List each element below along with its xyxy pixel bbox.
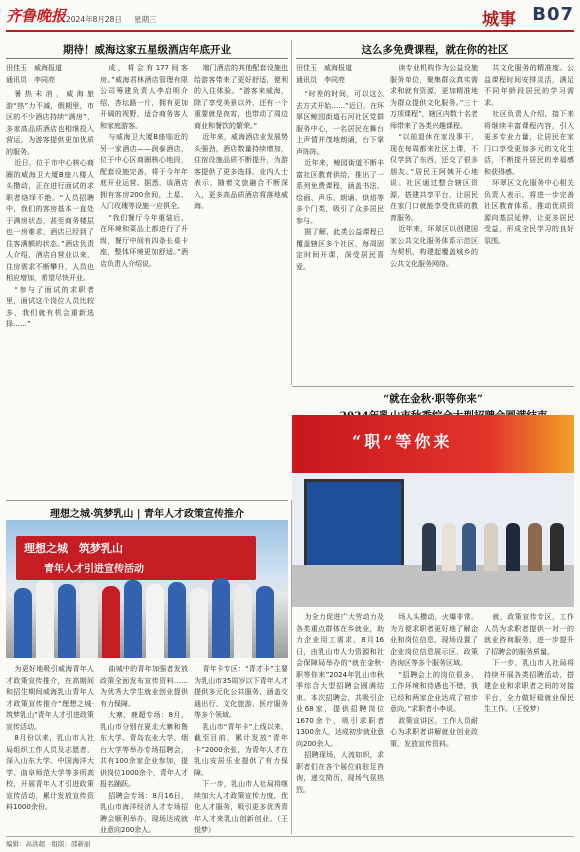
job-fair-photo [292, 415, 574, 607]
article1-paragraph: 近日，位于市中心核心商圈的威海卫大厦B座八楼人头攒动，正在进行面试的求职者络绎不绝。“人员招聘中，我们的客房基本一直处于满房状态，甚至商务楼层也一房难求，酒店已经到了住客满额的状态。”酒店负责人介绍，酒店自营业以来，住房需求不断攀升，人员也相应增加，希望尽快开业。 [6, 159, 94, 282]
page-number: B07 [532, 4, 574, 25]
display-screen [304, 479, 404, 571]
article1-paragraph: 端门酒店的其他配套设施也给游客带来了更好舒适，便利的入住体验。“游客来威海，除了享受美景以外，还有一个重要就是夜宵，也带动了周边商业和餐饮的繁荣。” [194, 64, 288, 130]
article2-paragraph: 读专业机构作为公益设施服务单位，聚集群众真实需求和就有资源，更加精准地为群众提供文化服务。”三十万项课程”，辖区内数十名老师带来了各类兴趣课程。 [390, 64, 478, 130]
talent-promo-photo [6, 520, 288, 658]
visitor-figure [506, 523, 520, 571]
article3-paragraph: 青年卡专区：“青才卡”主要为乳山市35周岁以下青年人才提供多元化公共服务，涵盖交通出行、文化旅游、医疗服务等多个领域。 [194, 665, 288, 719]
article3-paragraph: 大寨，鹿超专场：8月，乳山市分别在夏北大寨和鲁东大学、青岛农业大学、烟台大学等举办专场招聘会，共有100余家企业参加，提供岗位1000余个，青年人才报名踊跃。 [100, 711, 188, 788]
article2-col2 [390, 63, 478, 381]
article3-paragraph: 乳山市“青年卡”上线以来，截至目前，累计发放“青年卡”2000余张，为青年人才在乳山安居乐业提供了有力保障。 [194, 722, 288, 777]
footer-rule [6, 836, 574, 837]
article4-headline-line1: “就在金秋·职等你来” [383, 393, 483, 405]
article3-paragraph: 曲城中的青年加强者发放政策全面发布宣传资料……为优秀大学生就业创业提供有力保障。 [100, 665, 188, 708]
article1-byline-line1: 田佳玉 威海报道 [6, 64, 62, 72]
volunteer-figure [212, 578, 230, 658]
article2-paragraph: “以前退休在家没事干，现在每周都来社区上课，不仅学到了东西，还交了很多朋友。”居民王阿姨开心地说。社区通过整合辖区资源，搭建共享平台，让居民在家门口就能享受优质的教育服务。 [390, 133, 478, 222]
article1-paragraph: 成，将会有177间客房。”威海君林酒店管理有限公司筹建负责人李启明介绍，杏坛路一片，拥有更加开阔的视野，适合商务客人和家庭游客。 [100, 64, 188, 130]
editor-credits: 编辑：高洪超 组版：邵新丽 [6, 840, 91, 848]
article1-col3 [194, 63, 288, 495]
article1-byline [6, 63, 94, 86]
job-fair-banner-text: “职”等你来 [352, 432, 453, 451]
article3-col3 [194, 664, 288, 834]
article2-col3 [484, 63, 574, 381]
article2-paragraph: “时差的时间，可以这么去方式开始……”近日，在环翠区鲸园街道石河社区党群服务中心，一名居民在舞台上声情并茂地朗诵，台下掌声阵阵。 [296, 90, 384, 156]
article1-headline: 期待！威海这家五星级酒店年底开业 [63, 44, 231, 56]
article1-headline-rule [6, 58, 288, 59]
article1-col2 [100, 63, 188, 495]
visitor-figure [442, 523, 456, 571]
volunteer-figure [80, 582, 98, 658]
article2-byline-line2: 通讯员 李同亮 [296, 75, 345, 84]
article3-paragraph: 8月份以来，乳山市人社局组织工作人员及志愿者，深入山东大学、中国海洋大学、曲阜师范大学等多所高校，开展青年人才引进政策宣传活动，累计发放宣传资料1000余份。 [6, 734, 94, 811]
article3-col1 [6, 664, 94, 834]
article2-paragraph: 近年来，环翠区以创建国家公共文化服务体系示范区为契机，构建起覆盖城乡的公共文化服务网络。 [390, 225, 478, 268]
article2-paragraph: 社区负责人介绍，接下来将继续丰富课程内容，引入更多专业力量，让居民在家门口享受更加多元的文化生活，不断提升居民的幸福感和获得感。 [484, 110, 574, 176]
article4-paragraph: 招聘现场，人流如织，求职者们在各个展位前驻足咨询，递交简历，现场气氛热烈。 [296, 751, 384, 794]
article1-paragraph: “我们餐厅今年重装后，在环境和菜品上都进行了升级，餐厅中间有四条长桌卡座，整体环境更加舒适。”酒店负责人介绍说。 [100, 213, 188, 268]
article4-paragraph: 为全力促进广大劳动力及各类重点群体在乡就业，助力企业用工需求，8月16日，由乳山市人力资源和社会保障局举办的“就在金秋·职等你来”2024年乳山市秋季综合大型招聘会圆满结束。本次招聘会，共吸引企业68家，提供招聘岗位1670余个，吸引求职者1300余人，达成初步就业意向200余人。 [296, 613, 384, 748]
article2-headline-rule [296, 58, 574, 59]
article2-byline [296, 63, 384, 86]
article4-paragraph: 政策宣讲区，工作人员耐心为求职者讲解就业创业政策，发放宣传资料。 [390, 716, 478, 748]
article2-paragraph: 共文化服务的精准度。公益课程时间安排灵活，满足不同年龄段居民的学习需求。 [484, 64, 574, 107]
issue-date: 2024年8月28日 [66, 15, 122, 24]
volunteer-figure [14, 588, 32, 658]
issue-weekday: 星期三 [134, 15, 157, 24]
volunteer-figure [146, 584, 164, 658]
article4-paragraph: 就，政策宣传专区，工作人员为求职者提供一对一的就业咨询服务，进一步提升了招聘会的服务质量。 [484, 613, 574, 656]
article1-paragraph: 暑热未消，威海旅游“热”力不减，假期里，市区的不少酒店持续“满房”，多家高品质酒店也相继投入营运，为游客提供更加优质的服务。 [6, 90, 94, 156]
section-divider [6, 500, 288, 501]
article2-byline-line1: 田佳玉 威海报道 [296, 64, 352, 72]
volunteer-figure [234, 584, 252, 658]
article2-paragraph: 据了解，此类公益课程已覆盖辖区多个社区，每周固定时间开课，深受居民喜爱。 [296, 228, 384, 271]
column-divider [291, 500, 292, 834]
article1-paragraph: 与威海卫大厦B座临近的另一家酒店——润泰酒店，位于中心区商圈核心地段，配套设施完善，将于今年年底开业运营。据悉，该酒店拥有客房200余间，上星、入门玫瑰等设施一应俱全。 [100, 133, 188, 210]
article4-col2 [390, 612, 478, 834]
article1-byline-line2: 通讯员 李同亮 [6, 75, 55, 84]
article2-paragraph: 环翠区文化服务中心相关负责人表示，将进一步完善社区教育体系，推动优质资源向基层延伸，让更多居民受益，形成全民学习的良好氛围。 [484, 179, 574, 245]
promo-banner-text1: 理想之城 筑梦乳山 [24, 542, 123, 555]
hall-floor [292, 565, 574, 607]
volunteer-figure [124, 580, 142, 658]
article2-col1 [296, 63, 384, 381]
volunteer-figure [36, 580, 54, 658]
article1-paragraph: “参与了面试的求职者里，面试这个岗位人员比较多，我们就有机会重新选择……” [6, 285, 94, 328]
visitor-figure [528, 523, 542, 571]
article3-paragraph: 为更好地吸引威海青年人才政策宣传推介，在高期间和招生期间威海乳山青年人才政策宣传推介“理想之城·筑梦乳山”青年人才引进政策宣传活动。 [6, 665, 94, 731]
visitor-figure [462, 523, 476, 571]
article2-headline: 这么多免费课程，就在你的社区 [361, 44, 509, 56]
volunteer-figure [256, 586, 274, 658]
newspaper-logo: 齐鲁晚报 [6, 7, 67, 25]
promo-banner-text2: 青年人才引进宣传活动 [44, 564, 144, 575]
article3-headline: 理想之城·筑梦乳山 | 青年人才政策宣传推介 [49, 509, 245, 520]
article3-col2 [100, 664, 188, 834]
visitor-figure [484, 523, 498, 571]
volunteer-figure [102, 586, 120, 658]
visitor-figure [550, 523, 564, 571]
volunteer-figure [58, 584, 76, 658]
visitor-figure [422, 523, 436, 571]
volunteer-figure [168, 582, 186, 658]
article4-paragraph: 下一步，乳山市人社局将持续开展各类招聘活动，搭建企业和求职者之间的对接平台，全力做好稳就业保民生工作。（王悦梦） [484, 659, 574, 713]
masthead-rule [6, 30, 574, 32]
section-divider [292, 386, 574, 387]
article4-paragraph: 场人头攒动，火爆非常。为方便求职者更好地了解企业和岗位信息，现场设置了企业岗位信息展示区、政策咨询区等多个服务区域。 [390, 613, 478, 667]
volunteer-figure [190, 588, 208, 658]
article4-paragraph: “招聘会上的岗位很多，工作环境和待遇也不错，我已经和两家企业达成了初步意向。”求职者小李说。 [390, 670, 478, 713]
article3-paragraph: 下一步，乳山市人社局将继续加大人才政策宣传力度，优化人才服务，吸引更多优秀青年人才来乳山创新创业。（王悦梦） [194, 780, 288, 834]
article2-paragraph: 近年来，鲸园街道不断丰富社区教育供给，推出了一系列免费课程，涵盖书法、绘画、声乐、朗诵、烘焙等多个门类，吸引了众多居民参与。 [296, 159, 384, 225]
article4-col3 [484, 612, 574, 834]
column-divider [291, 40, 292, 385]
section-name: 城事 [482, 10, 516, 30]
article1-paragraph: 近年来，威海酒店业发展势头强劲，酒店数量持续增加，住宿设施品质不断提升，为游客提供了更多选择。业内人士表示，随着文旅融合不断深入，更多高品质酒店将落地威海。 [194, 133, 288, 210]
article3-paragraph: 招聘会专场：8月16日，乳山市海洋经济人才专场招聘会顺利举办，现场达成就业意向200余人。 [100, 791, 188, 834]
article4-col1 [296, 612, 384, 834]
article1-col1 [6, 63, 94, 495]
